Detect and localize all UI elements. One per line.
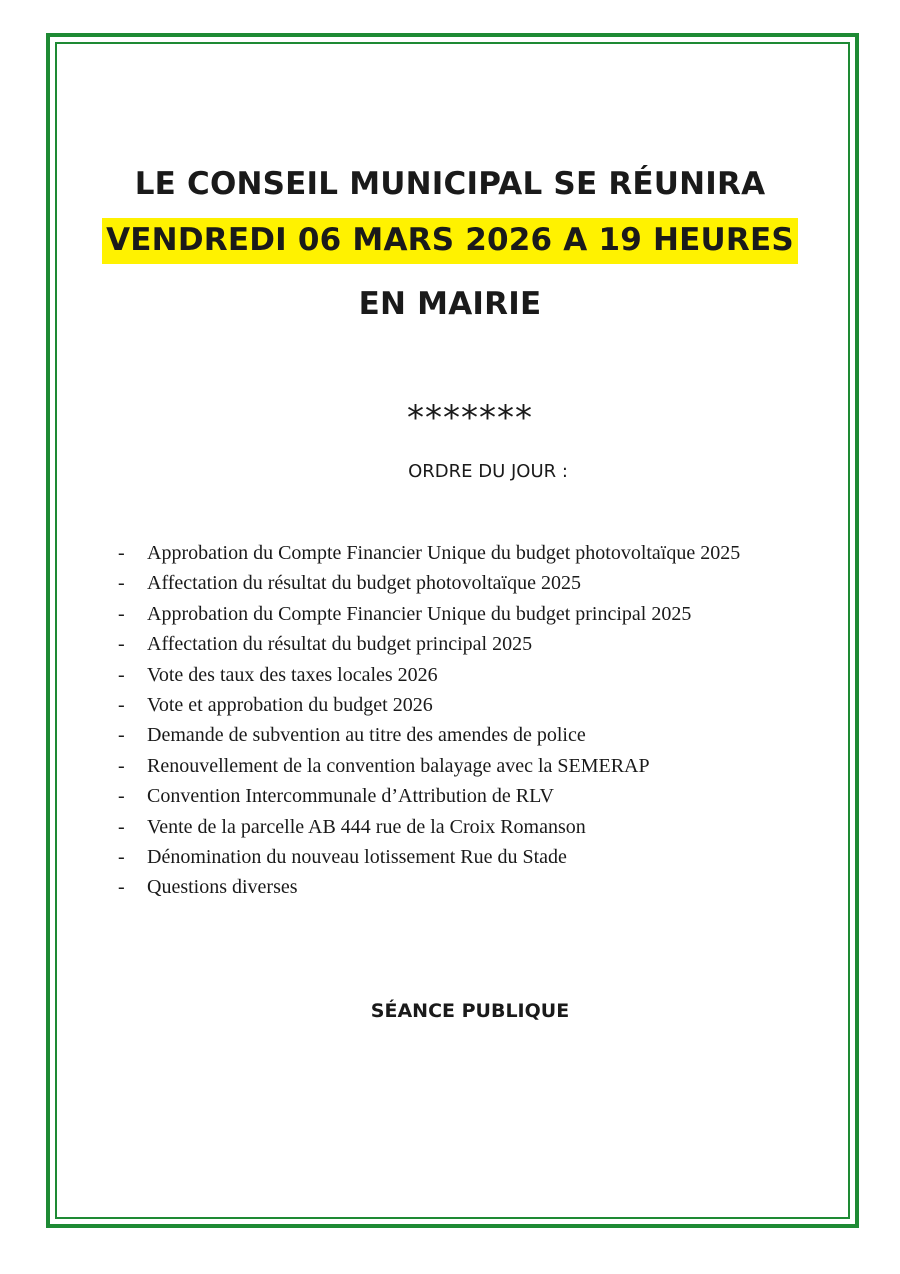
title-line-2-date: [0, 222, 900, 258]
agenda-item: [118, 751, 740, 781]
agenda-item: [118, 812, 740, 842]
agenda-item-text: Approbation du Compte Financier Unique du budget photovoltaïque 2025: [147, 542, 741, 564]
bullet-dash: -: [118, 602, 125, 625]
separator-stars: *******: [407, 398, 533, 438]
agenda-item: [118, 872, 740, 902]
bullet-dash: -: [118, 785, 125, 808]
agenda-item-text: Affectation du résultat du budget photovoltaïque 2025: [147, 572, 581, 595]
bullet-dash: -: [118, 542, 125, 564]
bullet-dash: -: [118, 754, 125, 777]
title-line-1: LE CONSEIL MUNICIPAL SE RÉUNIRA: [134, 166, 766, 202]
agenda-item-text: Vote des taux des taxes locales 2026: [147, 663, 438, 686]
bullet-dash: -: [118, 633, 125, 656]
agenda-item-text: Dénomination du nouveau lotissement Rue du Stade: [147, 845, 567, 868]
highlighted-date: VENDREDI 06 MARS 2026 A 19 HEURES: [102, 218, 798, 264]
public-session-notice: SÉANCE PUBLIQUE: [370, 1000, 570, 1022]
agenda-item-text: Renouvellement de la convention balayage avec la SEMERAP: [147, 754, 650, 777]
bullet-dash: -: [118, 693, 125, 716]
bullet-dash: -: [118, 815, 125, 838]
bullet-dash: -: [118, 663, 125, 686]
agenda-item: [118, 599, 740, 629]
agenda-title: ORDRE DU JOUR :: [408, 461, 568, 482]
agenda-item-text: Vente de la parcelle AB 444 rue de la Croix Romanson: [147, 815, 586, 838]
bullet-dash: -: [118, 724, 125, 747]
agenda-item: [118, 568, 740, 598]
agenda-item: [118, 629, 740, 659]
agenda-item: [118, 660, 740, 690]
agenda-item: [118, 720, 740, 750]
agenda-item-text: Questions diverses: [147, 876, 298, 899]
agenda-item: [118, 690, 740, 720]
agenda-list: [118, 538, 740, 903]
title-line-3-location: EN MAIRIE: [358, 286, 542, 322]
agenda-item: [118, 781, 740, 811]
bullet-dash: -: [118, 845, 125, 868]
agenda-item-text: Vote et approbation du budget 2026: [147, 693, 433, 716]
bullet-dash: -: [118, 876, 125, 899]
agenda-item-text: Demande de subvention au titre des amendes de police: [147, 724, 586, 747]
bullet-dash: -: [118, 572, 125, 595]
agenda-item-text: Affectation du résultat du budget principal 2025: [147, 633, 533, 656]
agenda-item: [118, 538, 740, 568]
agenda-item-text: Convention Intercommunale d’Attribution de RLV: [147, 785, 554, 808]
agenda-item-text: Approbation du Compte Financier Unique du budget principal 2025: [147, 602, 692, 625]
agenda-item: [118, 842, 740, 872]
